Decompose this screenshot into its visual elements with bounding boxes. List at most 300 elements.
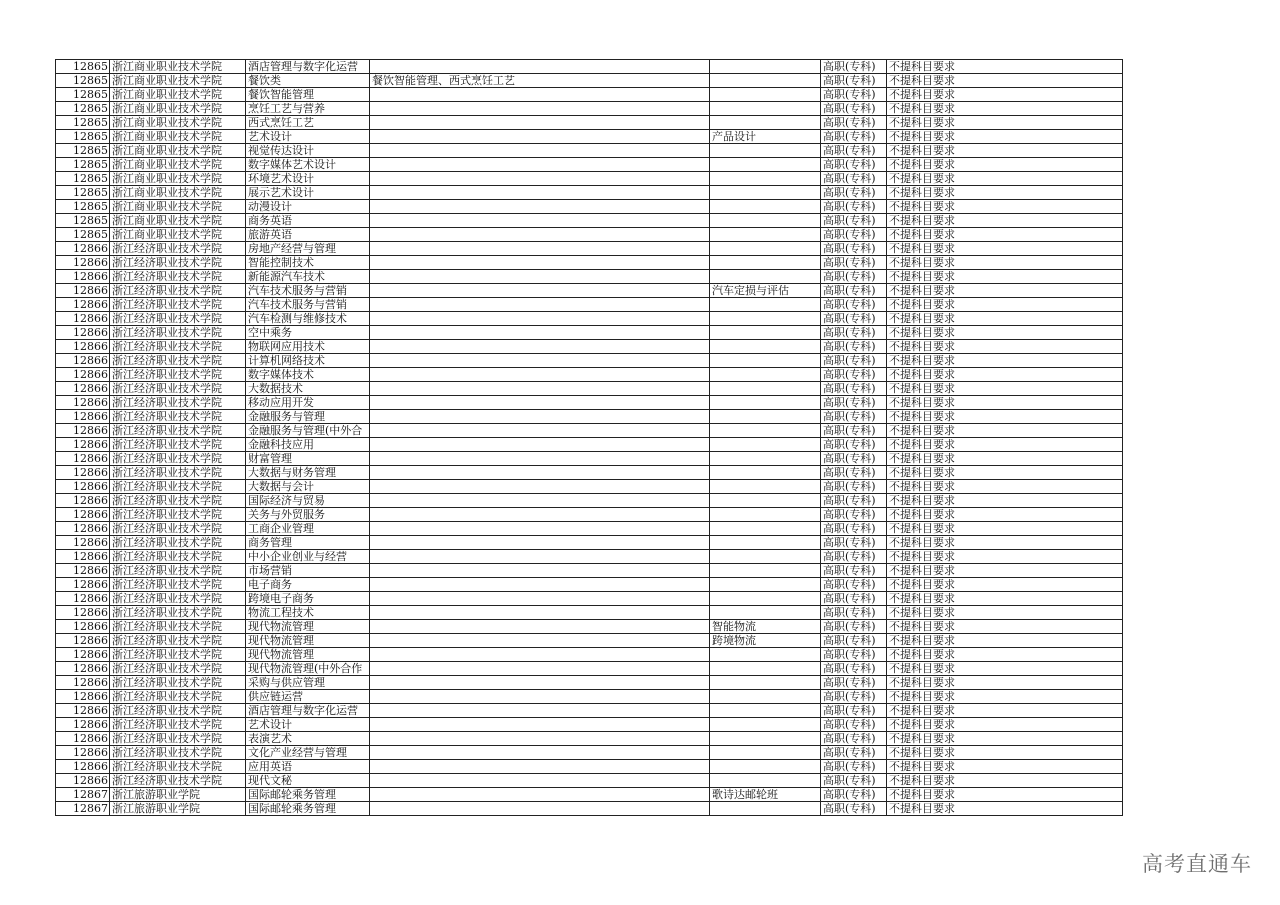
school-code-cell: 12866 xyxy=(56,746,110,760)
school-code-cell: 12865 xyxy=(56,102,110,116)
major-name-cell: 计算机网络技术 xyxy=(246,354,370,368)
school-code-cell: 12866 xyxy=(56,648,110,662)
school-name-cell: 浙江经济职业技术学院 xyxy=(110,452,246,466)
level-cell: 高职(专科) xyxy=(821,494,887,508)
major-direction-cell xyxy=(370,536,710,550)
major-name-cell: 西式烹饪工艺 xyxy=(246,116,370,130)
major-name-cell: 采购与供应管理 xyxy=(246,676,370,690)
level-cell: 高职(专科) xyxy=(821,354,887,368)
remark-cell xyxy=(710,60,821,74)
remark-cell xyxy=(710,326,821,340)
table-row xyxy=(56,74,1123,88)
major-direction-cell xyxy=(370,774,710,788)
subject-requirement-cell: 不提科目要求 xyxy=(887,620,1123,634)
major-name-cell: 汽车检测与维修技术 xyxy=(246,312,370,326)
level-cell: 高职(专科) xyxy=(821,634,887,648)
subject-requirement-cell: 不提科目要求 xyxy=(887,466,1123,480)
subject-requirement-cell: 不提科目要求 xyxy=(887,606,1123,620)
table-row xyxy=(56,368,1123,382)
major-name-cell: 现代物流管理 xyxy=(246,634,370,648)
remark-cell xyxy=(710,732,821,746)
subject-requirement-cell: 不提科目要求 xyxy=(887,284,1123,298)
table-row xyxy=(56,298,1123,312)
subject-requirement-cell: 不提科目要求 xyxy=(887,74,1123,88)
major-direction-cell xyxy=(370,592,710,606)
level-cell: 高职(专科) xyxy=(821,102,887,116)
school-code-cell: 12865 xyxy=(56,228,110,242)
school-code-cell: 12866 xyxy=(56,382,110,396)
school-code-cell: 12866 xyxy=(56,270,110,284)
subject-requirement-cell: 不提科目要求 xyxy=(887,102,1123,116)
school-name-cell: 浙江商业职业技术学院 xyxy=(110,200,246,214)
table-row xyxy=(56,396,1123,410)
subject-requirement-cell: 不提科目要求 xyxy=(887,760,1123,774)
remark-cell xyxy=(710,564,821,578)
major-direction-cell xyxy=(370,676,710,690)
remark-cell xyxy=(710,704,821,718)
level-cell: 高职(专科) xyxy=(821,620,887,634)
table-row xyxy=(56,88,1123,102)
major-name-cell: 视觉传达设计 xyxy=(246,144,370,158)
school-name-cell: 浙江经济职业技术学院 xyxy=(110,508,246,522)
school-code-cell: 12866 xyxy=(56,256,110,270)
level-cell: 高职(专科) xyxy=(821,760,887,774)
major-name-cell: 移动应用开发 xyxy=(246,396,370,410)
school-code-cell: 12866 xyxy=(56,676,110,690)
remark-cell xyxy=(710,760,821,774)
school-code-cell: 12866 xyxy=(56,732,110,746)
school-name-cell: 浙江经济职业技术学院 xyxy=(110,760,246,774)
level-cell: 高职(专科) xyxy=(821,564,887,578)
school-name-cell: 浙江经济职业技术学院 xyxy=(110,466,246,480)
remark-cell xyxy=(710,550,821,564)
level-cell: 高职(专科) xyxy=(821,270,887,284)
subject-requirement-cell: 不提科目要求 xyxy=(887,746,1123,760)
table-row xyxy=(56,564,1123,578)
school-name-cell: 浙江经济职业技术学院 xyxy=(110,550,246,564)
school-code-cell: 12866 xyxy=(56,368,110,382)
remark-cell xyxy=(710,116,821,130)
remark-cell xyxy=(710,606,821,620)
major-direction-cell: 餐饮智能管理、西式烹饪工艺 xyxy=(370,74,710,88)
table-row xyxy=(56,746,1123,760)
school-code-cell: 12866 xyxy=(56,718,110,732)
school-code-cell: 12865 xyxy=(56,158,110,172)
school-name-cell: 浙江经济职业技术学院 xyxy=(110,354,246,368)
major-direction-cell xyxy=(370,172,710,186)
remark-cell xyxy=(710,690,821,704)
table-row xyxy=(56,606,1123,620)
table-row xyxy=(56,200,1123,214)
school-name-cell: 浙江经济职业技术学院 xyxy=(110,746,246,760)
school-name-cell: 浙江经济职业技术学院 xyxy=(110,690,246,704)
major-direction-cell xyxy=(370,256,710,270)
major-name-cell: 餐饮智能管理 xyxy=(246,88,370,102)
level-cell: 高职(专科) xyxy=(821,396,887,410)
subject-requirement-cell: 不提科目要求 xyxy=(887,690,1123,704)
level-cell: 高职(专科) xyxy=(821,774,887,788)
remark-cell xyxy=(710,592,821,606)
table-row xyxy=(56,382,1123,396)
school-name-cell: 浙江旅游职业学院 xyxy=(110,802,246,816)
major-name-cell: 酒店管理与数字化运营 xyxy=(246,60,370,74)
major-direction-cell xyxy=(370,522,710,536)
school-name-cell: 浙江经济职业技术学院 xyxy=(110,592,246,606)
remark-cell xyxy=(710,382,821,396)
school-code-cell: 12866 xyxy=(56,340,110,354)
major-name-cell: 商务管理 xyxy=(246,536,370,550)
school-name-cell: 浙江经济职业技术学院 xyxy=(110,522,246,536)
subject-requirement-cell: 不提科目要求 xyxy=(887,802,1123,816)
level-cell: 高职(专科) xyxy=(821,536,887,550)
remark-cell xyxy=(710,298,821,312)
major-name-cell: 艺术设计 xyxy=(246,130,370,144)
subject-requirement-cell: 不提科目要求 xyxy=(887,270,1123,284)
level-cell: 高职(专科) xyxy=(821,578,887,592)
subject-requirement-cell: 不提科目要求 xyxy=(887,116,1123,130)
school-name-cell: 浙江商业职业技术学院 xyxy=(110,116,246,130)
remark-cell xyxy=(710,648,821,662)
subject-requirement-cell: 不提科目要求 xyxy=(887,648,1123,662)
school-name-cell: 浙江经济职业技术学院 xyxy=(110,718,246,732)
remark-cell xyxy=(710,494,821,508)
subject-requirement-cell: 不提科目要求 xyxy=(887,298,1123,312)
remark-cell xyxy=(710,480,821,494)
table-row xyxy=(56,452,1123,466)
table-row xyxy=(56,102,1123,116)
subject-requirement-cell: 不提科目要求 xyxy=(887,732,1123,746)
major-direction-cell xyxy=(370,550,710,564)
subject-requirement-cell: 不提科目要求 xyxy=(887,144,1123,158)
remark-cell xyxy=(710,368,821,382)
major-direction-cell xyxy=(370,382,710,396)
school-code-cell: 12866 xyxy=(56,438,110,452)
major-direction-cell xyxy=(370,746,710,760)
level-cell: 高职(专科) xyxy=(821,732,887,746)
major-direction-cell xyxy=(370,788,710,802)
major-name-cell: 环境艺术设计 xyxy=(246,172,370,186)
level-cell: 高职(专科) xyxy=(821,424,887,438)
major-name-cell: 智能控制技术 xyxy=(246,256,370,270)
school-code-cell: 12866 xyxy=(56,522,110,536)
major-name-cell: 国际邮轮乘务管理 xyxy=(246,788,370,802)
school-code-cell: 12866 xyxy=(56,466,110,480)
school-name-cell: 浙江经济职业技术学院 xyxy=(110,578,246,592)
table-row xyxy=(56,256,1123,270)
school-code-cell: 12865 xyxy=(56,116,110,130)
major-name-cell: 烹饪工艺与营养 xyxy=(246,102,370,116)
major-direction-cell xyxy=(370,144,710,158)
school-code-cell: 12866 xyxy=(56,326,110,340)
school-code-cell: 12866 xyxy=(56,774,110,788)
subject-requirement-cell: 不提科目要求 xyxy=(887,564,1123,578)
remark-cell xyxy=(710,536,821,550)
school-name-cell: 浙江经济职业技术学院 xyxy=(110,410,246,424)
major-direction-cell xyxy=(370,340,710,354)
level-cell: 高职(专科) xyxy=(821,172,887,186)
level-cell: 高职(专科) xyxy=(821,648,887,662)
major-direction-cell xyxy=(370,326,710,340)
major-name-cell: 数字媒体技术 xyxy=(246,368,370,382)
subject-requirement-cell: 不提科目要求 xyxy=(887,592,1123,606)
major-name-cell: 金融科技应用 xyxy=(246,438,370,452)
school-name-cell: 浙江经济职业技术学院 xyxy=(110,480,246,494)
level-cell: 高职(专科) xyxy=(821,74,887,88)
remark-cell xyxy=(710,662,821,676)
school-name-cell: 浙江经济职业技术学院 xyxy=(110,662,246,676)
subject-requirement-cell: 不提科目要求 xyxy=(887,536,1123,550)
subject-requirement-cell: 不提科目要求 xyxy=(887,494,1123,508)
remark-cell xyxy=(710,774,821,788)
subject-requirement-cell: 不提科目要求 xyxy=(887,200,1123,214)
remark-cell xyxy=(710,438,821,452)
table-row xyxy=(56,158,1123,172)
major-direction-cell xyxy=(370,200,710,214)
school-name-cell: 浙江经济职业技术学院 xyxy=(110,326,246,340)
subject-requirement-cell: 不提科目要求 xyxy=(887,550,1123,564)
subject-requirement-cell: 不提科目要求 xyxy=(887,774,1123,788)
school-name-cell: 浙江商业职业技术学院 xyxy=(110,60,246,74)
level-cell: 高职(专科) xyxy=(821,788,887,802)
school-name-cell: 浙江商业职业技术学院 xyxy=(110,88,246,102)
level-cell: 高职(专科) xyxy=(821,466,887,480)
subject-requirement-cell: 不提科目要求 xyxy=(887,228,1123,242)
level-cell: 高职(专科) xyxy=(821,340,887,354)
table-row xyxy=(56,536,1123,550)
major-name-cell: 酒店管理与数字化运营 xyxy=(246,704,370,718)
level-cell: 高职(专科) xyxy=(821,480,887,494)
table-row xyxy=(56,522,1123,536)
remark-cell xyxy=(710,396,821,410)
school-code-cell: 12866 xyxy=(56,550,110,564)
school-name-cell: 浙江经济职业技术学院 xyxy=(110,606,246,620)
subject-requirement-cell: 不提科目要求 xyxy=(887,634,1123,648)
major-name-cell: 餐饮类 xyxy=(246,74,370,88)
major-name-cell: 国际经济与贸易 xyxy=(246,494,370,508)
remark-cell xyxy=(710,424,821,438)
major-name-cell: 大数据技术 xyxy=(246,382,370,396)
school-name-cell: 浙江经济职业技术学院 xyxy=(110,340,246,354)
remark-cell: 产品设计 xyxy=(710,130,821,144)
remark-cell xyxy=(710,186,821,200)
subject-requirement-cell: 不提科目要求 xyxy=(887,60,1123,74)
subject-requirement-cell: 不提科目要求 xyxy=(887,508,1123,522)
major-name-cell: 房地产经营与管理 xyxy=(246,242,370,256)
school-code-cell: 12866 xyxy=(56,536,110,550)
level-cell: 高职(专科) xyxy=(821,662,887,676)
school-name-cell: 浙江商业职业技术学院 xyxy=(110,172,246,186)
subject-requirement-cell: 不提科目要求 xyxy=(887,662,1123,676)
level-cell: 高职(专科) xyxy=(821,200,887,214)
major-direction-cell xyxy=(370,158,710,172)
table-row xyxy=(56,130,1123,144)
school-code-cell: 12866 xyxy=(56,620,110,634)
school-code-cell: 12866 xyxy=(56,494,110,508)
school-name-cell: 浙江经济职业技术学院 xyxy=(110,368,246,382)
major-name-cell: 国际邮轮乘务管理 xyxy=(246,802,370,816)
school-name-cell: 浙江商业职业技术学院 xyxy=(110,102,246,116)
subject-requirement-cell: 不提科目要求 xyxy=(887,480,1123,494)
school-code-cell: 12865 xyxy=(56,214,110,228)
watermark: 高考直通车 xyxy=(1142,852,1252,876)
subject-requirement-cell: 不提科目要求 xyxy=(887,704,1123,718)
remark-cell xyxy=(710,228,821,242)
major-direction-cell xyxy=(370,130,710,144)
subject-requirement-cell: 不提科目要求 xyxy=(887,718,1123,732)
table-body xyxy=(56,60,1123,816)
level-cell: 高职(专科) xyxy=(821,438,887,452)
major-name-cell: 物联网应用技术 xyxy=(246,340,370,354)
remark-cell xyxy=(710,340,821,354)
table-row xyxy=(56,354,1123,368)
school-name-cell: 浙江经济职业技术学院 xyxy=(110,256,246,270)
major-name-cell: 数字媒体艺术设计 xyxy=(246,158,370,172)
table-row xyxy=(56,172,1123,186)
level-cell: 高职(专科) xyxy=(821,550,887,564)
level-cell: 高职(专科) xyxy=(821,368,887,382)
remark-cell xyxy=(710,102,821,116)
table-row xyxy=(56,116,1123,130)
remark-cell xyxy=(710,718,821,732)
level-cell: 高职(专科) xyxy=(821,214,887,228)
major-name-cell: 商务英语 xyxy=(246,214,370,228)
remark-cell: 智能物流 xyxy=(710,620,821,634)
major-direction-cell xyxy=(370,312,710,326)
table-row xyxy=(56,284,1123,298)
major-direction-cell xyxy=(370,564,710,578)
school-name-cell: 浙江经济职业技术学院 xyxy=(110,396,246,410)
school-code-cell: 12866 xyxy=(56,242,110,256)
subject-requirement-cell: 不提科目要求 xyxy=(887,130,1123,144)
major-direction-cell xyxy=(370,634,710,648)
school-name-cell: 浙江经济职业技术学院 xyxy=(110,564,246,578)
remark-cell xyxy=(710,158,821,172)
school-code-cell: 12866 xyxy=(56,284,110,298)
school-name-cell: 浙江商业职业技术学院 xyxy=(110,74,246,88)
major-name-cell: 中小企业创业与经营 xyxy=(246,550,370,564)
remark-cell xyxy=(710,522,821,536)
major-direction-cell xyxy=(370,396,710,410)
major-name-cell: 动漫设计 xyxy=(246,200,370,214)
major-name-cell: 现代物流管理 xyxy=(246,648,370,662)
subject-requirement-cell: 不提科目要求 xyxy=(887,158,1123,172)
major-name-cell: 市场营销 xyxy=(246,564,370,578)
school-name-cell: 浙江经济职业技术学院 xyxy=(110,312,246,326)
table-row xyxy=(56,648,1123,662)
table-row xyxy=(56,788,1123,802)
level-cell: 高职(专科) xyxy=(821,410,887,424)
table-row xyxy=(56,326,1123,340)
school-name-cell: 浙江经济职业技术学院 xyxy=(110,494,246,508)
remark-cell xyxy=(710,200,821,214)
remark-cell xyxy=(710,466,821,480)
table-row xyxy=(56,802,1123,816)
school-name-cell: 浙江经济职业技术学院 xyxy=(110,774,246,788)
level-cell: 高职(专科) xyxy=(821,718,887,732)
remark-cell xyxy=(710,802,821,816)
subject-requirement-cell: 不提科目要求 xyxy=(887,354,1123,368)
table-row xyxy=(56,186,1123,200)
table-row xyxy=(56,60,1123,74)
table-row xyxy=(56,480,1123,494)
subject-requirement-cell: 不提科目要求 xyxy=(887,438,1123,452)
school-code-cell: 12866 xyxy=(56,452,110,466)
major-name-cell: 跨境电子商务 xyxy=(246,592,370,606)
school-code-cell: 12866 xyxy=(56,508,110,522)
major-direction-cell xyxy=(370,116,710,130)
school-name-cell: 浙江经济职业技术学院 xyxy=(110,634,246,648)
school-name-cell: 浙江经济职业技术学院 xyxy=(110,704,246,718)
school-name-cell: 浙江经济职业技术学院 xyxy=(110,536,246,550)
enrollment-table xyxy=(55,59,1123,816)
major-direction-cell xyxy=(370,648,710,662)
major-direction-cell xyxy=(370,88,710,102)
major-direction-cell xyxy=(370,480,710,494)
table-row xyxy=(56,676,1123,690)
remark-cell: 跨境物流 xyxy=(710,634,821,648)
level-cell: 高职(专科) xyxy=(821,130,887,144)
major-name-cell: 物流工程技术 xyxy=(246,606,370,620)
major-name-cell: 新能源汽车技术 xyxy=(246,270,370,284)
level-cell: 高职(专科) xyxy=(821,746,887,760)
major-name-cell: 大数据与财务管理 xyxy=(246,466,370,480)
school-code-cell: 12865 xyxy=(56,74,110,88)
remark-cell xyxy=(710,452,821,466)
table-row xyxy=(56,578,1123,592)
major-direction-cell xyxy=(370,760,710,774)
level-cell: 高职(专科) xyxy=(821,158,887,172)
school-code-cell: 12865 xyxy=(56,186,110,200)
level-cell: 高职(专科) xyxy=(821,298,887,312)
major-name-cell: 艺术设计 xyxy=(246,718,370,732)
major-direction-cell xyxy=(370,228,710,242)
subject-requirement-cell: 不提科目要求 xyxy=(887,676,1123,690)
major-name-cell: 汽车技术服务与营销 xyxy=(246,284,370,298)
subject-requirement-cell: 不提科目要求 xyxy=(887,242,1123,256)
level-cell: 高职(专科) xyxy=(821,242,887,256)
major-name-cell: 财富管理 xyxy=(246,452,370,466)
level-cell: 高职(专科) xyxy=(821,186,887,200)
level-cell: 高职(专科) xyxy=(821,284,887,298)
school-name-cell: 浙江商业职业技术学院 xyxy=(110,144,246,158)
table-row xyxy=(56,718,1123,732)
major-name-cell: 空中乘务 xyxy=(246,326,370,340)
school-code-cell: 12866 xyxy=(56,704,110,718)
major-name-cell: 大数据与会计 xyxy=(246,480,370,494)
major-direction-cell xyxy=(370,438,710,452)
table-row xyxy=(56,270,1123,284)
remark-cell: 歌诗达邮轮班 xyxy=(710,788,821,802)
major-direction-cell xyxy=(370,732,710,746)
level-cell: 高职(专科) xyxy=(821,690,887,704)
table-row xyxy=(56,704,1123,718)
major-name-cell: 供应链运营 xyxy=(246,690,370,704)
remark-cell xyxy=(710,144,821,158)
subject-requirement-cell: 不提科目要求 xyxy=(887,172,1123,186)
level-cell: 高职(专科) xyxy=(821,592,887,606)
level-cell: 高职(专科) xyxy=(821,704,887,718)
school-name-cell: 浙江经济职业技术学院 xyxy=(110,270,246,284)
school-name-cell: 浙江经济职业技术学院 xyxy=(110,620,246,634)
major-name-cell: 金融服务与管理 xyxy=(246,410,370,424)
major-direction-cell xyxy=(370,424,710,438)
level-cell: 高职(专科) xyxy=(821,88,887,102)
remark-cell xyxy=(710,676,821,690)
table-row xyxy=(56,242,1123,256)
school-code-cell: 12866 xyxy=(56,634,110,648)
level-cell: 高职(专科) xyxy=(821,802,887,816)
table-row xyxy=(56,690,1123,704)
